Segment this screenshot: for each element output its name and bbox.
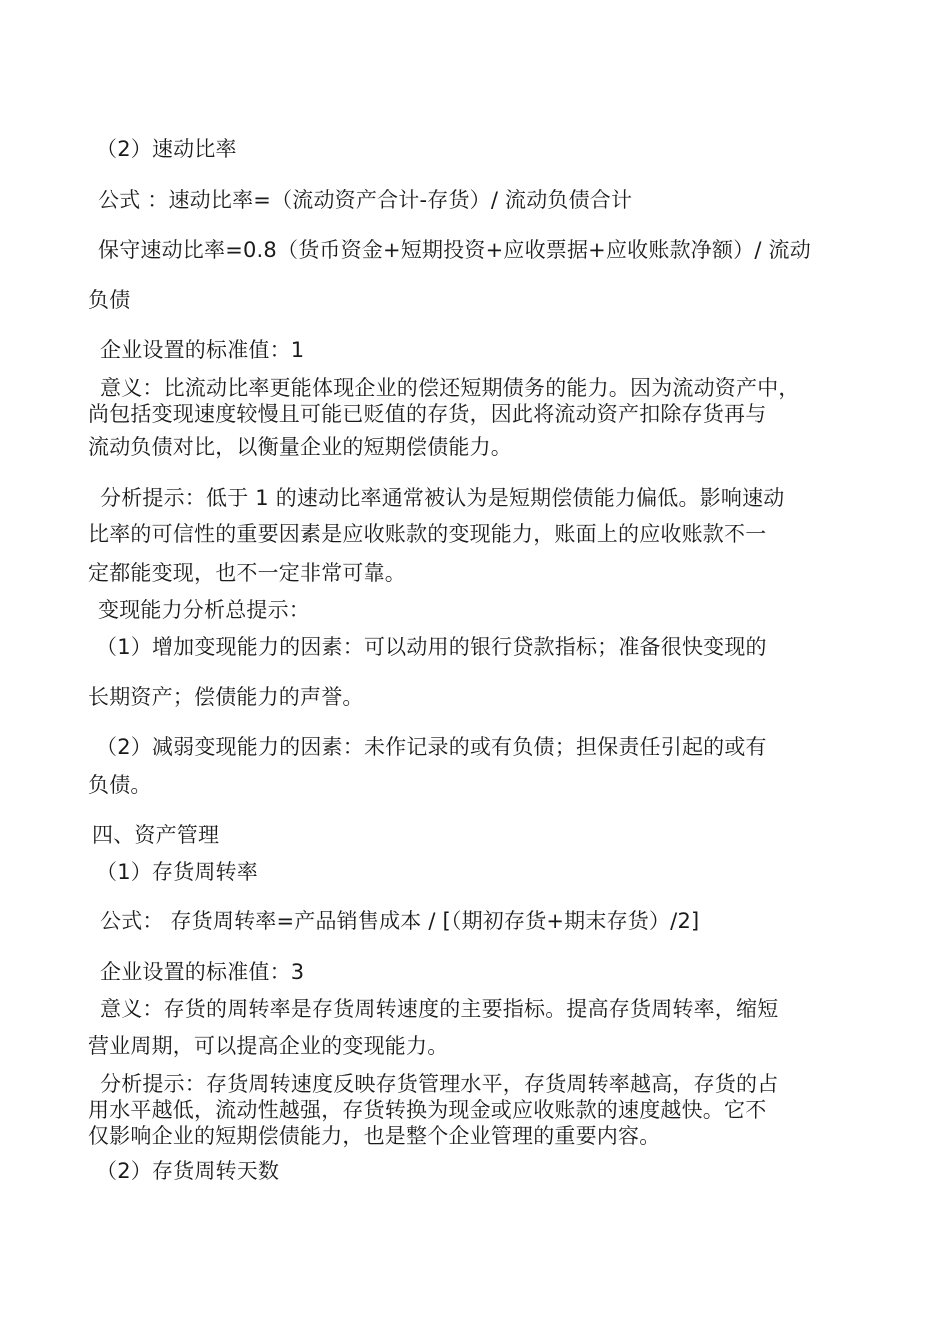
- inventory-turnover-analysis-cont: 用水平越低，流动性越强，存货转换为现金或应收账款的速度越快。它不: [88, 1098, 767, 1122]
- increase-liquidity-factors-cont: 长期资产；偿债能力的声誉。: [88, 685, 364, 709]
- decrease-liquidity-factors: （2）减弱变现能力的因素：未作记录的或有负债；担保责任引起的或有: [96, 735, 767, 759]
- inventory-turnover-formula: 公式： 存货周转率=产品销售成本 / [（期初存货+期末存货）/2]: [100, 909, 700, 933]
- heading-quick-ratio: （2）速动比率: [96, 137, 237, 161]
- heading-inventory-turnover-days: （2）存货周转天数: [96, 1159, 280, 1183]
- quick-ratio-meaning-cont: 尚包括变现速度较慢且可能已贬值的存货，因此将流动资产扣除存货再与: [88, 402, 767, 426]
- inventory-turnover-meaning-cont: 营业周期，可以提高企业的变现能力。: [88, 1034, 449, 1058]
- quick-ratio-meaning-cont: 流动负债对比，以衡量企业的短期偿债能力。: [88, 435, 512, 459]
- heading-inventory-turnover: （1）存货周转率: [96, 860, 258, 884]
- inventory-turnover-meaning: 意义：存货的周转率是存货周转速度的主要指标。提高存货周转率，缩短: [100, 997, 779, 1021]
- decrease-liquidity-factors-cont: 负债。: [88, 773, 152, 797]
- quick-ratio-analysis-cont: 比率的可信性的重要因素是应收账款的变现能力，账面上的应收账款不一: [88, 522, 767, 546]
- increase-liquidity-factors: （1）增加变现能力的因素：可以动用的银行贷款指标；准备很快变现的: [96, 635, 767, 659]
- quick-ratio-analysis-cont: 定都能变现，也不一定非常可靠。: [88, 561, 406, 585]
- conservative-quick-ratio-cont: 负债: [88, 288, 131, 312]
- quick-ratio-standard-value: 企业设置的标准值：1: [100, 338, 305, 362]
- quick-ratio-formula: 公式 ：速动比率=（流动资产合计-存货）/ 流动负债合计: [98, 188, 633, 212]
- liquidity-analysis-heading: 变现能力分析总提示：: [98, 598, 310, 622]
- quick-ratio-analysis: 分析提示：低于 1 的速动比率通常被认为是短期偿债能力偏低。影响速动: [100, 486, 785, 510]
- inventory-turnover-analysis-cont: 仅影响企业的短期偿债能力，也是整个企业管理的重要内容。: [88, 1124, 661, 1148]
- inventory-turnover-standard-value: 企业设置的标准值：3: [100, 960, 305, 984]
- quick-ratio-meaning: 意义：比流动比率更能体现企业的偿还短期债务的能力。因为流动资产中，: [100, 376, 800, 400]
- inventory-turnover-analysis: 分析提示：存货周转速度反映存货管理水平，存货周转率越高，存货的占: [100, 1072, 779, 1096]
- conservative-quick-ratio: 保守速动比率=0.8（货币资金+短期投资+应收票据+应收账款净额）/ 流动: [98, 238, 811, 262]
- section-heading-asset-management: 四、资产管理: [92, 823, 220, 847]
